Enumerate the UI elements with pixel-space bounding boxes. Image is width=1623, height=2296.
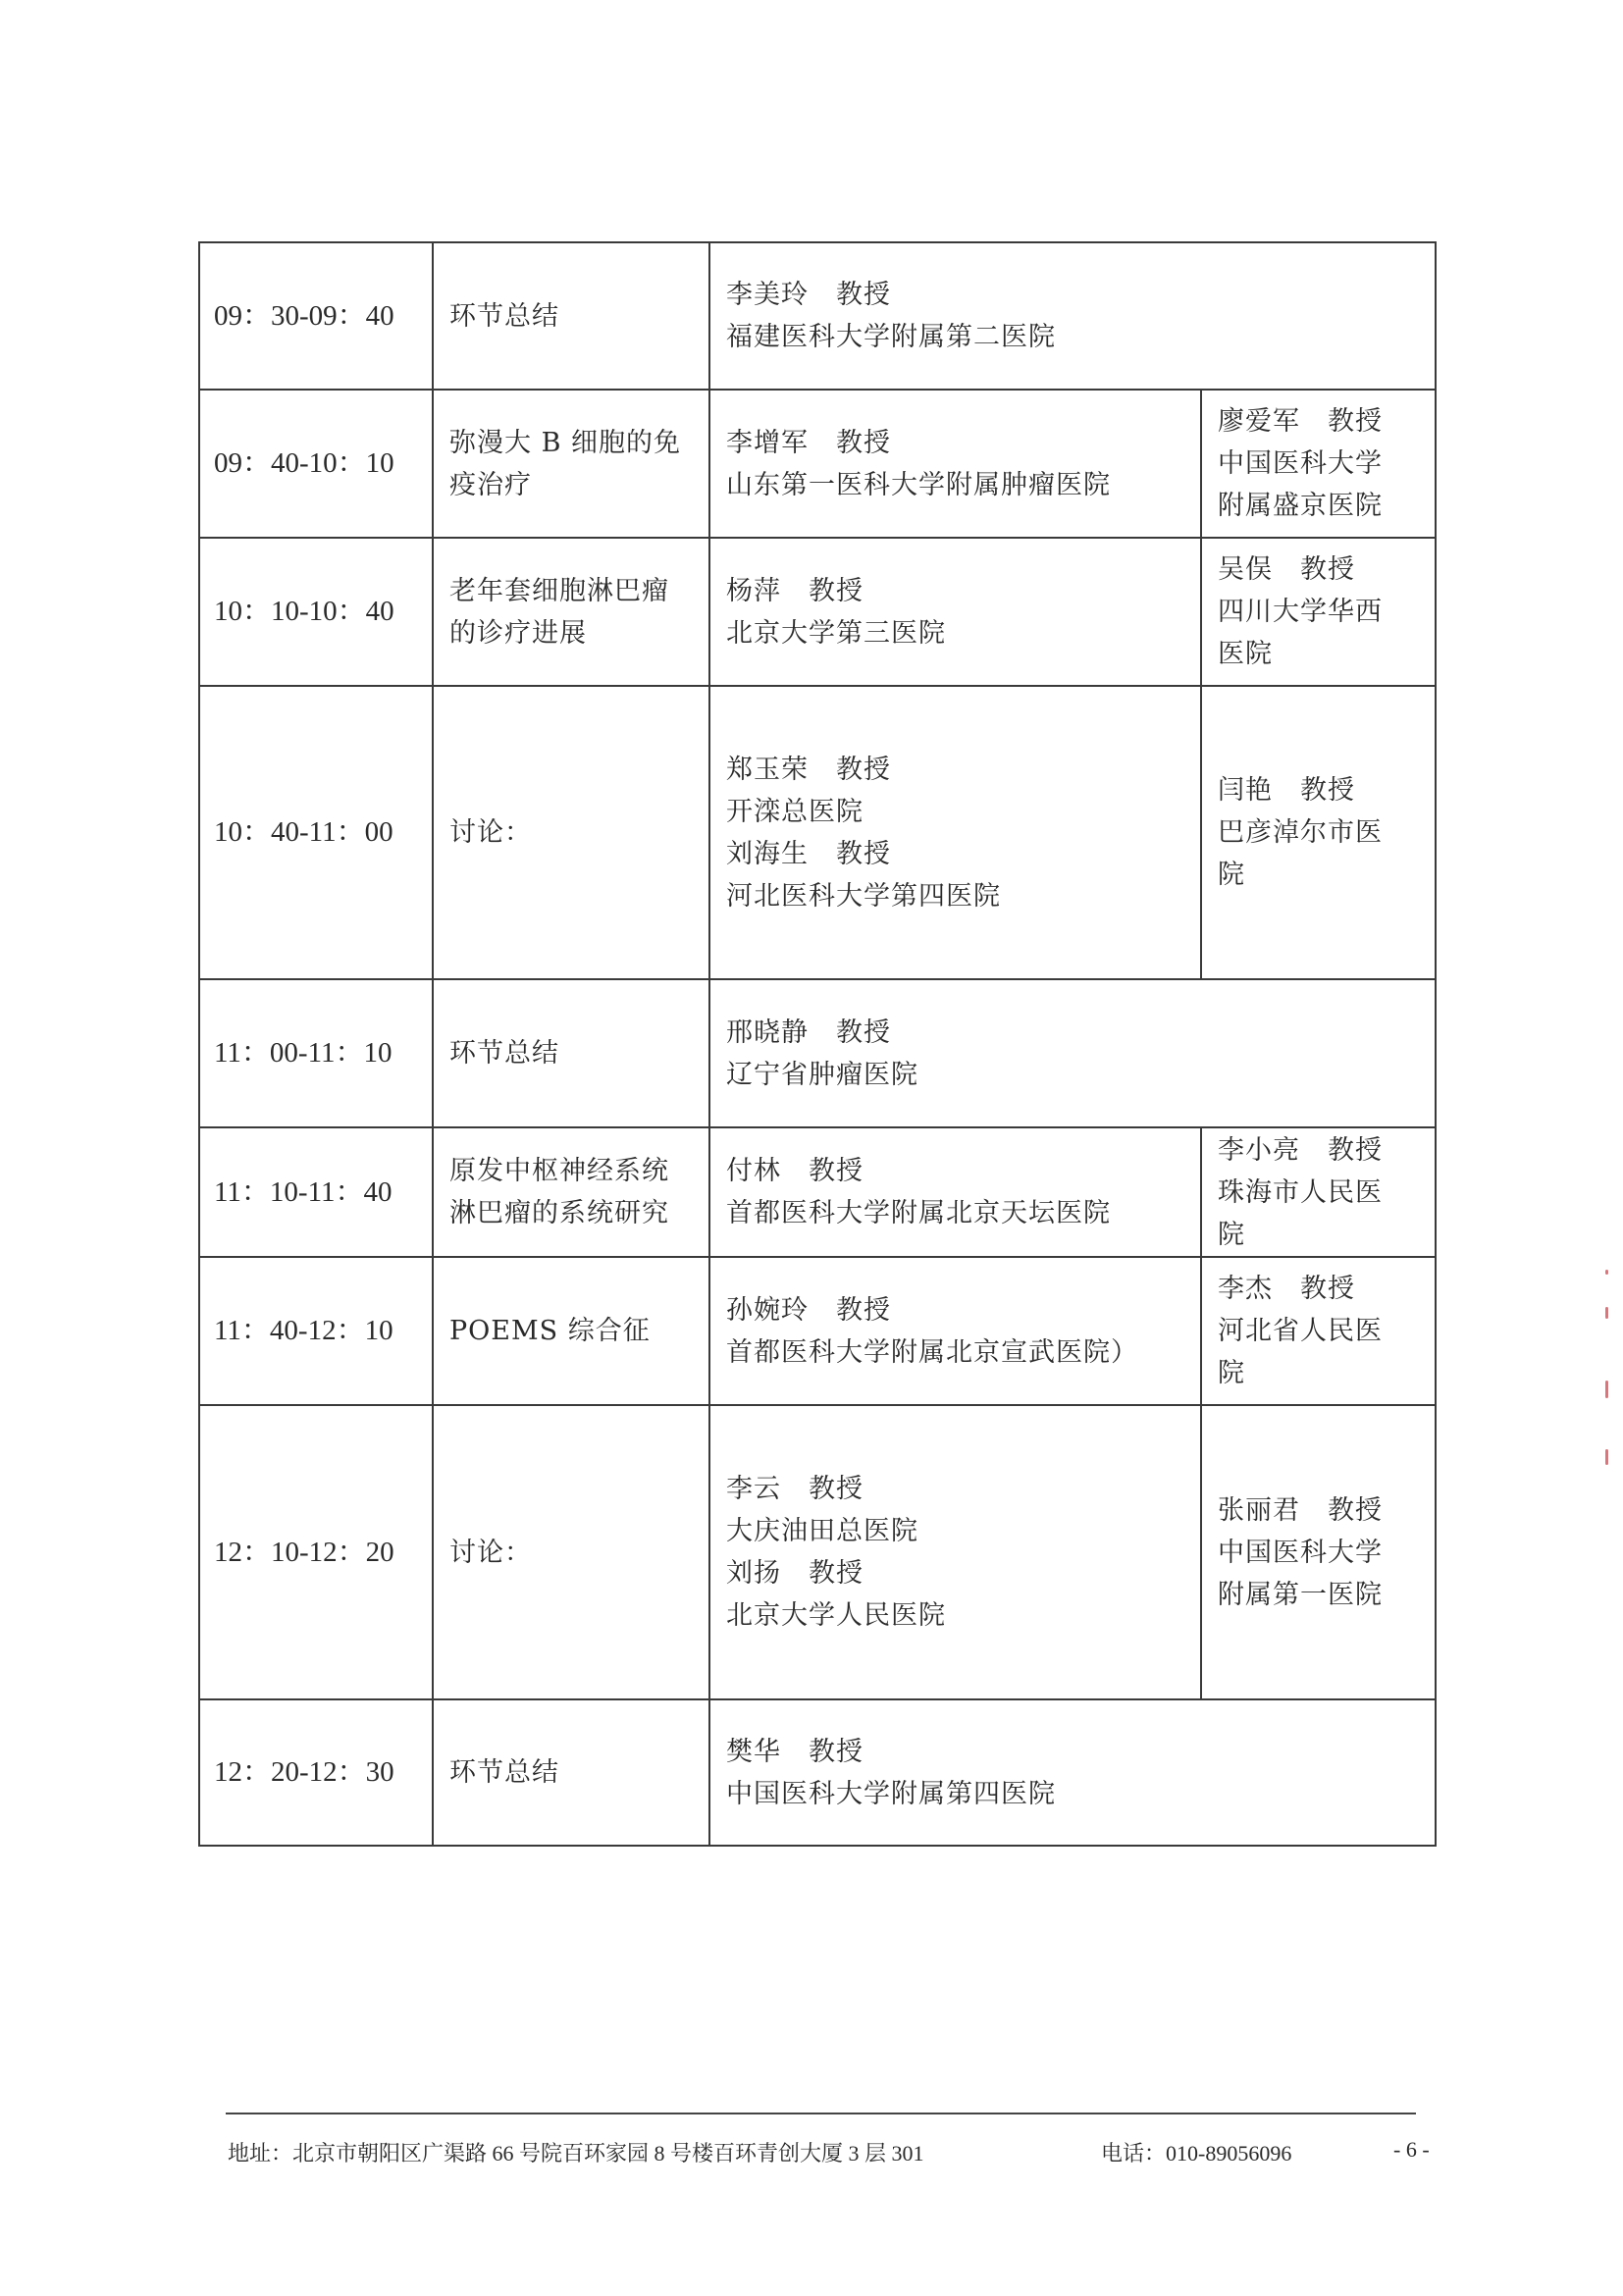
- topic-cell: [433, 979, 709, 1127]
- topic-line: 的诊疗进展: [449, 617, 587, 649]
- topic-line: 环节总结: [449, 1038, 559, 1069]
- footer-divider: [226, 2113, 1416, 2114]
- moderator-name: 吴俣 教授: [1218, 554, 1355, 585]
- speaker-affiliation: 辽宁省肿瘤医院: [726, 1059, 918, 1090]
- page-number: - 6 -: [1393, 2137, 1430, 2162]
- speaker-cell: [709, 390, 1201, 538]
- speaker-name: 郑玉荣 教授: [726, 754, 891, 785]
- table-row: [199, 1127, 1436, 1257]
- topic-line: 疫治疗: [449, 469, 532, 500]
- moderator-affiliation: 四川大学华西: [1218, 597, 1383, 627]
- speaker-name: 刘扬 教授: [726, 1558, 864, 1589]
- speaker-affiliation: 北京大学第三医院: [726, 617, 946, 649]
- stamp-edge-mark: [1605, 1270, 1608, 1275]
- moderator-cell: [1201, 1405, 1436, 1699]
- topic-line: 环节总结: [449, 1757, 559, 1788]
- moderator-affiliation: 院: [1218, 1219, 1245, 1250]
- table-row: [199, 242, 1436, 390]
- topic-cell: [433, 1257, 709, 1405]
- topic-cell: [433, 242, 709, 390]
- topic-cell: [433, 686, 709, 979]
- moderator-affiliation: 中国医科大学: [1218, 448, 1383, 479]
- footer-address: 地址：北京市朝阳区广渠路 66 号院百环家园 8 号楼百环青创大厦 3 层 301: [228, 2141, 924, 2166]
- moderator-cell: [1201, 1257, 1436, 1405]
- topic-line: 环节总结: [449, 300, 559, 332]
- moderator-cell: [1201, 686, 1436, 979]
- speaker-affiliation: 福建医科大学附属第二医院: [726, 322, 1056, 352]
- moderator-name: 李小亮 教授: [1218, 1134, 1383, 1166]
- speaker-affiliation: 北京大学人民医院: [726, 1600, 946, 1631]
- speaker-affiliation: 首都医科大学附属北京天坛医院: [726, 1198, 1111, 1228]
- topic-line: 弥漫大 B 细胞的免: [449, 427, 682, 458]
- speaker-name: 刘海生 教授: [726, 838, 891, 869]
- footer-phone: 电话：010-89056096: [1101, 2141, 1292, 2166]
- speaker-name: 李美玲 教授: [726, 280, 891, 310]
- table-row: [199, 979, 1436, 1127]
- speaker-cell: [709, 686, 1201, 979]
- speaker-name: 杨萍 教授: [726, 575, 864, 606]
- table-row: [199, 686, 1436, 979]
- moderator-name: 张丽君 教授: [1218, 1494, 1383, 1526]
- moderator-affiliation: 附属盛京医院: [1218, 491, 1383, 521]
- speaker-affiliation: 大庆油田总医院: [726, 1516, 918, 1546]
- topic-line: 淋巴瘤的系统研究: [449, 1198, 669, 1228]
- speaker-name: 樊华 教授: [726, 1736, 864, 1767]
- speaker-cell: [709, 979, 1436, 1127]
- moderator-cell: [1201, 1127, 1436, 1257]
- moderator-affiliation: 珠海市人民医: [1218, 1176, 1383, 1208]
- time-cell: 11：00-11：10: [199, 979, 433, 1127]
- table-row: [199, 390, 1436, 538]
- stamp-edge-mark: [1605, 1307, 1608, 1319]
- speaker-name: 李增军 教授: [726, 427, 891, 458]
- topic-cell: [433, 1405, 709, 1699]
- speaker-cell: [709, 1127, 1201, 1257]
- topic-cell: [433, 1699, 709, 1846]
- speaker-name: 付林 教授: [726, 1156, 864, 1186]
- speaker-cell: [709, 538, 1201, 686]
- time-cell: 09：30-09：40: [199, 242, 433, 390]
- speaker-name: 孙婉玲 教授: [726, 1294, 891, 1326]
- speaker-name: 李云 教授: [726, 1474, 864, 1504]
- speaker-affiliation: 中国医科大学附属第四医院: [726, 1778, 1056, 1809]
- moderator-name: 廖爱军 教授: [1218, 406, 1383, 437]
- moderator-affiliation: 巴彦淖尔市医: [1218, 817, 1383, 848]
- schedule-table: [198, 241, 1437, 1847]
- moderator-affiliation: 河北省人民医: [1218, 1316, 1383, 1346]
- topic-line: 原发中枢神经系统: [449, 1156, 669, 1186]
- time-cell: 12：20-12：30: [199, 1699, 433, 1846]
- speaker-cell: [709, 242, 1436, 390]
- topic-line: POEMS 综合征: [449, 1316, 651, 1346]
- time-cell: 10：40-11：00: [199, 686, 433, 979]
- moderator-name: 闫艳 教授: [1218, 775, 1355, 806]
- moderator-affiliation: 医院: [1218, 639, 1273, 669]
- stamp-edge-mark: [1605, 1381, 1608, 1398]
- schedule-body: [199, 242, 1436, 1846]
- speaker-affiliation: 河北医科大学第四医院: [726, 880, 1001, 912]
- topic-line: 老年套细胞淋巴瘤: [449, 575, 669, 606]
- table-row: [199, 1405, 1436, 1699]
- time-cell: 09：40-10：10: [199, 390, 433, 538]
- table-row: [199, 1699, 1436, 1846]
- moderator-affiliation: 中国医科大学: [1218, 1537, 1383, 1568]
- speaker-cell: [709, 1405, 1201, 1699]
- time-cell: 11：10-11：40: [199, 1127, 433, 1257]
- moderator-affiliation: 附属第一医院: [1218, 1579, 1383, 1610]
- speaker-affiliation: 首都医科大学附属北京宣武医院）: [726, 1336, 1138, 1368]
- speaker-cell: [709, 1699, 1436, 1846]
- speaker-cell: [709, 1257, 1201, 1405]
- time-cell: 12：10-12：20: [199, 1405, 433, 1699]
- stamp-edge-mark: [1605, 1449, 1608, 1465]
- speaker-name: 邢晓静 教授: [726, 1017, 891, 1048]
- table-row: [199, 1257, 1436, 1405]
- time-cell: 11：40-12：10: [199, 1257, 433, 1405]
- speaker-affiliation: 开滦总医院: [726, 796, 864, 827]
- topic-line: 讨论：: [449, 1537, 532, 1568]
- speaker-affiliation: 山东第一医科大学附属肿瘤医院: [726, 469, 1111, 500]
- topic-cell: [433, 390, 709, 538]
- moderator-name: 李杰 教授: [1218, 1274, 1355, 1304]
- topic-line: 讨论：: [449, 817, 532, 848]
- topic-cell: [433, 1127, 709, 1257]
- table-row: [199, 538, 1436, 686]
- moderator-affiliation: 院: [1218, 1358, 1245, 1388]
- moderator-cell: [1201, 538, 1436, 686]
- moderator-affiliation: 院: [1218, 860, 1245, 890]
- topic-cell: [433, 538, 709, 686]
- time-cell: 10：10-10：40: [199, 538, 433, 686]
- moderator-cell: [1201, 390, 1436, 538]
